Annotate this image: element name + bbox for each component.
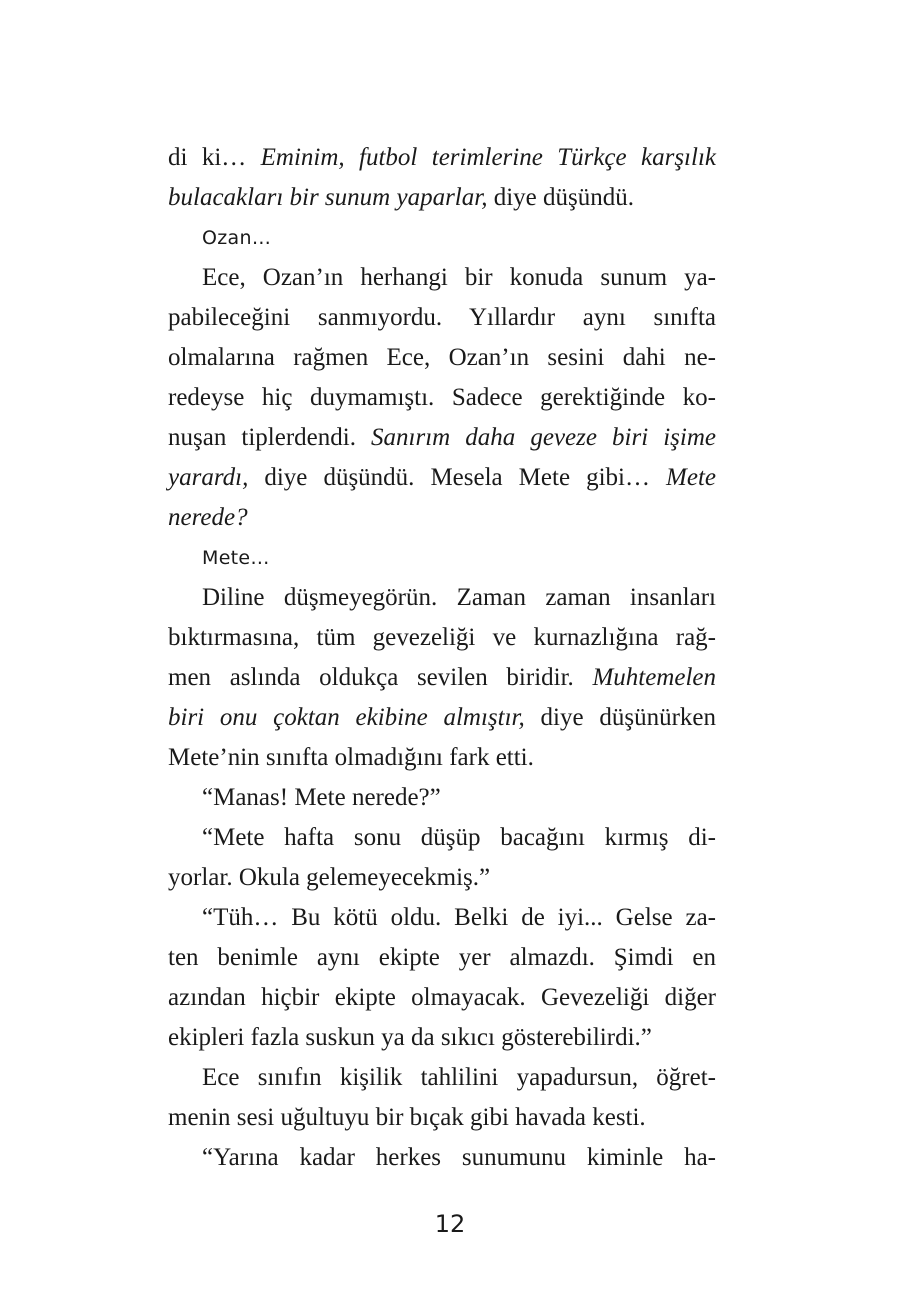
text-line: Ece sınıfın kişilik tahlilini yapadursun, öğret- — [202, 1064, 716, 1091]
text-line: men aslında oldukça sevilen biridir. Muhtemelen — [168, 664, 716, 691]
text-line: Ece, Ozan’ın herhangi bir konuda sunum ya- — [202, 264, 716, 291]
text-line: yarardı, diye düşündü. Mesela Mete gibi… Mete — [168, 464, 716, 491]
text-line: nuşan tiplerdendi. Sanırım daha geveze biri işime — [168, 424, 716, 451]
page-number: 12 — [434, 1210, 466, 1238]
text-line: redeyse hiç duymamıştı. Sadece gerektiğinde ko- — [168, 384, 716, 411]
dialogue-line: ten benimle aynı ekipte yer almazdı. Şimdi en — [168, 944, 716, 971]
section-name-mete: Mete… — [202, 547, 270, 569]
text-line: Mete’nin sınıfta olmadığını fark etti. — [168, 744, 534, 771]
text-line: pabileceğini sanmıyordu. Yıllardır aynı sınıfta — [168, 304, 716, 331]
body-text — [168, 138, 716, 1178]
text-line: menin sesi uğultuyu bir bıçak gibi havada kesti. — [168, 1104, 646, 1131]
text-line: nerede? — [168, 504, 248, 531]
text-line: bıktırmasına, tüm gevezeliği ve kurnazlığına rağ- — [168, 624, 716, 651]
dialogue-line: azından hiçbir ekipte olmayacak. Gevezeliği diğer — [168, 984, 716, 1011]
text-line: Diline düşmeyegörün. Zaman zaman insanları — [202, 584, 716, 611]
dialogue-line: ekipleri fazla suskun ya da sıkıcı gösterebilirdi.” — [168, 1024, 652, 1051]
text-line: di ki… Eminim, futbol terimlerine Türkçe karşılık — [168, 144, 716, 171]
dialogue-line: “Mete hafta sonu düşüp bacağını kırmış di- — [202, 824, 716, 851]
dialogue-line: “Manas! Mete nerede?” — [202, 784, 441, 811]
dialogue-line: yorlar. Okula gelemeyecekmiş.” — [168, 864, 491, 891]
dialogue-line: “Tüh… Bu kötü oldu. Belki de iyi... Gelse za- — [202, 904, 716, 931]
text-line: olmalarına rağmen Ece, Ozan’ın sesini dahi ne- — [168, 344, 716, 371]
section-name-ozan: Ozan… — [202, 227, 272, 249]
dialogue-line: “Yarına kadar herkes sunumunu kiminle ha- — [202, 1144, 716, 1171]
text-line: biri onu çoktan ekibine almıştır, diye düşünürken — [168, 704, 716, 731]
text-line: bulacakları bir sunum yaparlar, diye düşündü. — [168, 184, 634, 211]
